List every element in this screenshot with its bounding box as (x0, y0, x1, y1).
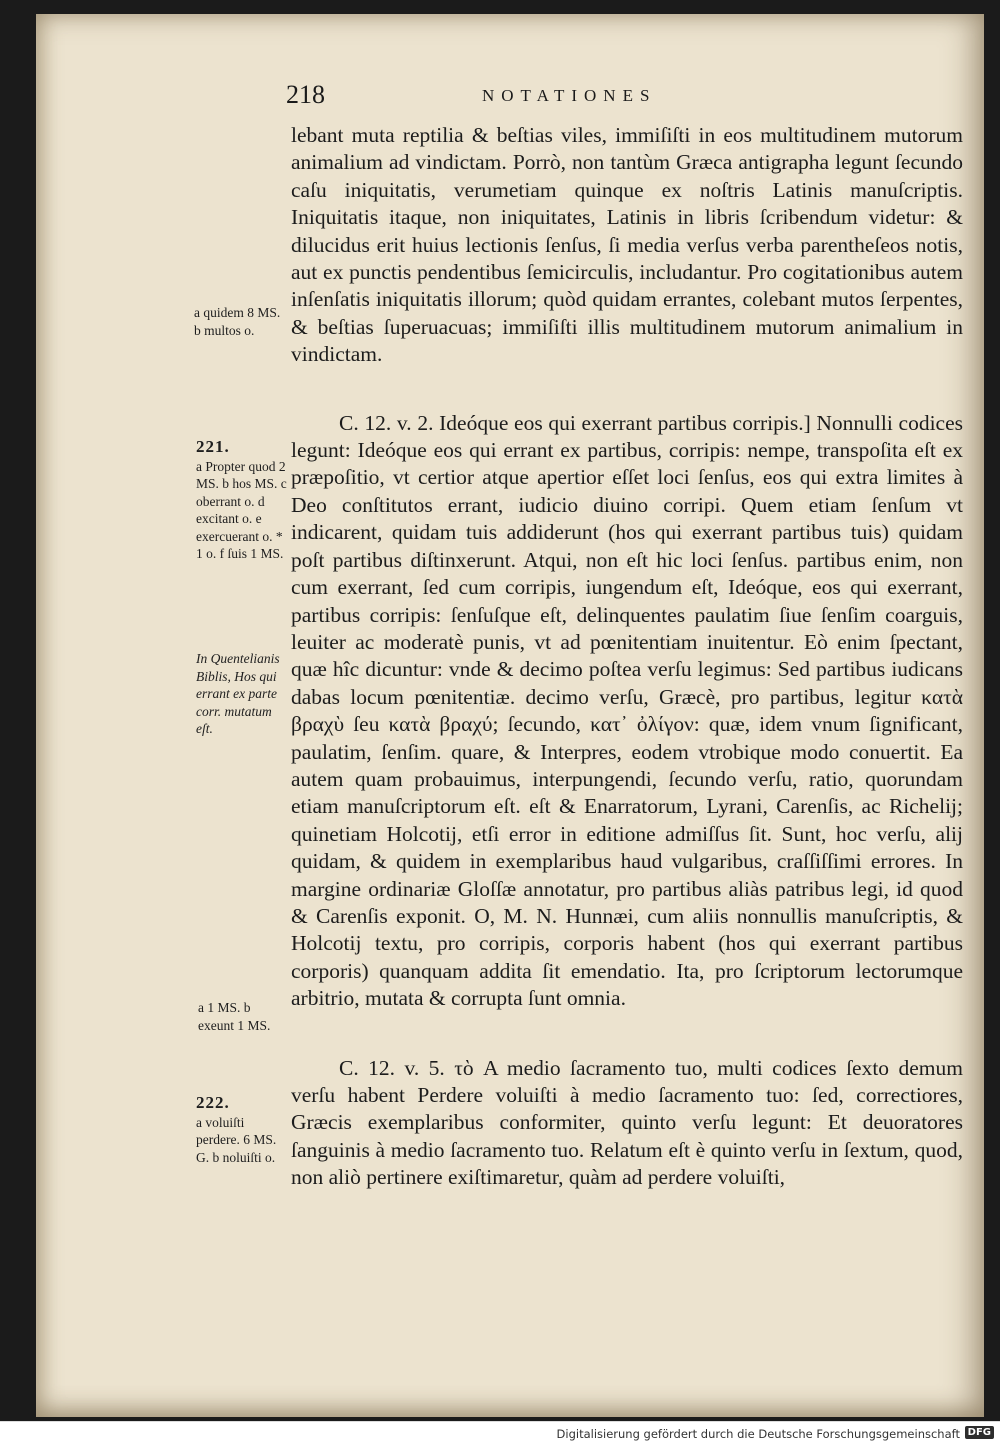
margin-note-221 (196, 438, 288, 563)
paragraph-gap (291, 1013, 963, 1055)
margin-note-text: a 1 MS. b exeunt 1 MS. (198, 1000, 271, 1033)
margin-section-number: 222. (196, 1093, 230, 1112)
margin-note-variants-d (198, 999, 278, 1034)
dfg-logo: DFG (965, 1426, 994, 1439)
margin-note-text: a Propter quod 2 MS. b hos MS. c oberrant o. d excitant o. e exercuerant o. * 1 o. f ſuis 1 MS. (196, 458, 287, 561)
book-page (36, 14, 984, 1417)
margin-note-text: a voluiſti perdere. 6 MS. G. b noluiſti o. (196, 1114, 277, 1165)
footer-credit: Digitalisierung gefördert durch die Deutsche Forschungsgemeinschaft (556, 1427, 960, 1441)
page-number: 218 (286, 80, 325, 109)
paragraph-gap (291, 369, 963, 410)
margin-section-number: 221. (196, 437, 230, 456)
margin-note-text: a quidem 8 MS. b multos o. (194, 305, 281, 338)
margin-note-text: In Quentelianis Biblis, Hos qui errant ex parte corr. mutatum eſt. (196, 651, 280, 736)
margin-note-variants-a (194, 304, 284, 339)
footer-strip (0, 1421, 1000, 1446)
paragraph-section-222: C. 12. v. 5. τὸ A medio ſacramento tuo, multi codices ſexto demum verſu habent Perdere voluiſti à medio ſacramento tuo: ſed, correctiores, Græcis exemplaribus conformiter, quinto verſu legunt: Et deuoratores ſanguinis à medio ſacramento tuo. Relatum eſt è quinto verſu in ſextum, quod, non aliò pertinere exiſtimaretur, quàm ad perdere voluiſti, (291, 1055, 963, 1190)
margin-note-quentel (196, 650, 290, 738)
body-text (291, 122, 963, 1192)
margin-note-222 (196, 1094, 288, 1166)
running-head: NOTATIONES (482, 86, 657, 105)
paragraph-continuation: lebant muta reptilia & beſtias viles, immiſiſti in eos multitudinem mutorum animalium ad vindictam. Porrò, non tantùm Græca antigrapha legunt ſecundo caſu iniquitatis, verumetiam quinque ex noſtris Latinis manuſcriptis. Iniquitatis itaque, non iniquitates, Latinis in libris ſcribendum videtur: & dilucidus erit huius lectionis ſenſus, ſi media verſus verba parentheſeos notis, aut ex punctis pendentibus ſemicirculis, includantur. Pro cogitationibus autem inſenſatis iniquitatis illorum; quòd quidam errantes, colebant mutos ſerpentes, & beſtias ſuperuacuas; immiſiſti illis multitudinem mutorum animalium in vindictam. (291, 123, 963, 367)
paragraph-section-221: C. 12. v. 2. Ideóque eos qui exerrant partibus corripis.] Nonnulli codices legunt: Ideóque eos qui errant ex partibus, corripis: nempe, transpoſita eſt ex præpoſitio, vt certior atque apertior eſſet loci ſenſus, eos qui extra limites à Deo conſtitutos errant, iudicio diuino corripi. Quem etiam ſenſum vt indicarent, quidam tuis addiderunt (hos qui exerrant partibus tuis) quidam poſt partibus diſtinxerunt. Atqui, non eſt hic loci ſenſus. partibus enim, non cum exerrant, ſed cum corripis, iungendum eſt, Ideóque, eos qui exerrant, partibus corripis: ſenſuſque eſt, delinquentes paulatim ſiue ſenſim coarguis, leuiter ac moderatè punis, vt ad pœnitentiam inuitentur. Eò enim ſpectant, quæ hîc dicuntur: vnde & decimo poſtea verſu legimus: Sed partibus iudicans dabas locum pœnitentiæ. decimo verſu, Græcè, pro partibus, legitur κατὰ βραχὺ ſeu κατὰ βραχύ; ſecundo, κατ᾽ ὀλίγον: quæ, idem vnum ſignificant, paulatim, ſenſim. quare, & Interpres, eodem vtrobique modo conuertit. Ea autem quam probauimus, interpungendi, ſecundo verſu, ratio, quorundam etiam manuſcriptorum eſt. eſt & Enarratorum, Lyrani, Carenſis, ac Richelij; quinetiam Holcotij, etſi error in editione admiſſus ſit. Sunt, hoc verſu, alij quidam, & quidem in exemplaribus haud vulgaribus, craſſiſſimi errores. In margine ordinariæ Gloſſæ annotatur, pro partibus aliàs patribus legi, id quod & Carenſis exponit. O, M. N. Hunnæi, cum aliis nonnullis manuſcriptis, & Holcotij textu, pro corripis, corporis habent (hos qui exerrant partibus corporis) quanquam addita ſit emendatio. Ita, pro ſcriptorum lectorumque arbitrio, mutata & corrupta ſunt omnia. (291, 410, 963, 1011)
